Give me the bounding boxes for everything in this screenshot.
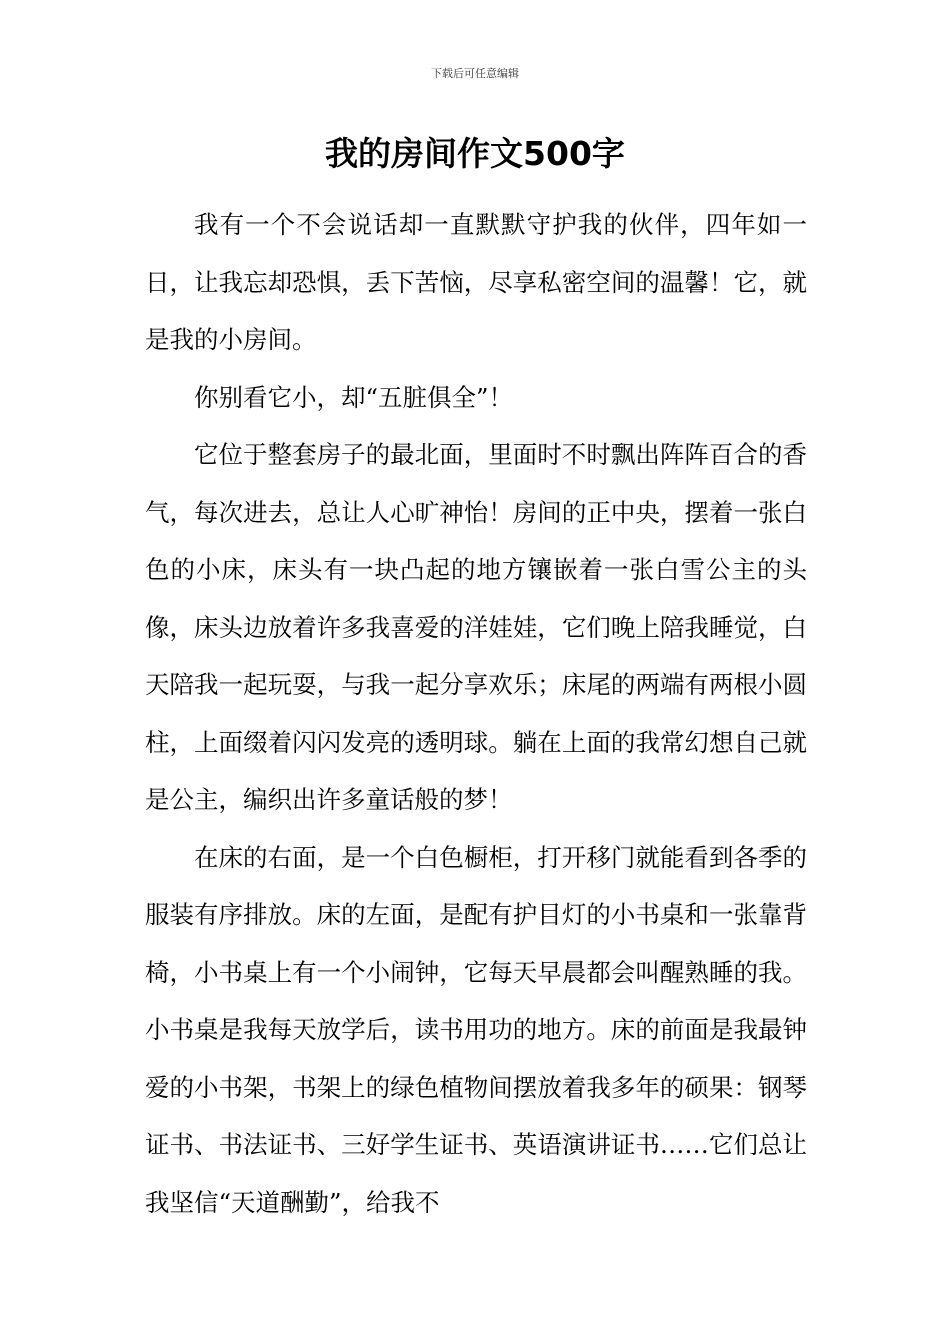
paragraph: 在床的右面，是一个白色橱柜，打开移门就能看到各季的服装有序排放。床的左面，是配有护目灯的小书桌和一张靠背椅，小书桌上有一个小闹钟，它每天早晨都会叫醒熟睡的我。小书桌是我每天放学后，读书用功的地方。床的前面是我最钟爱的小书架，书架上的绿色植物间摆放着我多年的硕果：钢琴证书、书法证书、三好学生证书、英语演讲证书……它们总让我坚信“天道酬勤”，给我不 xyxy=(145,842,807,1217)
paragraph: 它位于整套房子的最北面，里面时不时飘出阵阵百合的香气，每次进去，总让人心旷神怡！房间的正中央，摆着一张白色的小床，床头有一块凸起的地方镶嵌着一张白雪公主的头像，床头边放着许多我喜爱的洋娃娃，它们晚上陪我睡觉，白天陪我一起玩耍，与我一起分享欢乐；床尾的两端有两根小圆柱，上面缀着闪闪发亮的透明球。躺在上面的我常幻想自己就是公主，编织出许多童话般的梦！ xyxy=(145,440,807,814)
paragraph: 你别看它小，却“五脏俱全”！ xyxy=(194,382,514,412)
paragraph: 我有一个不会说话却一直默默守护我的伙伴，四年如一日，让我忘却恐惧，丢下苦恼，尽享私密空间的温馨！它，就是我的小房间。 xyxy=(145,210,807,354)
document-title: 我的房间作文500字 xyxy=(325,134,625,173)
document-body xyxy=(145,196,807,1231)
header-note: 下载后可任意编辑 xyxy=(431,67,519,80)
